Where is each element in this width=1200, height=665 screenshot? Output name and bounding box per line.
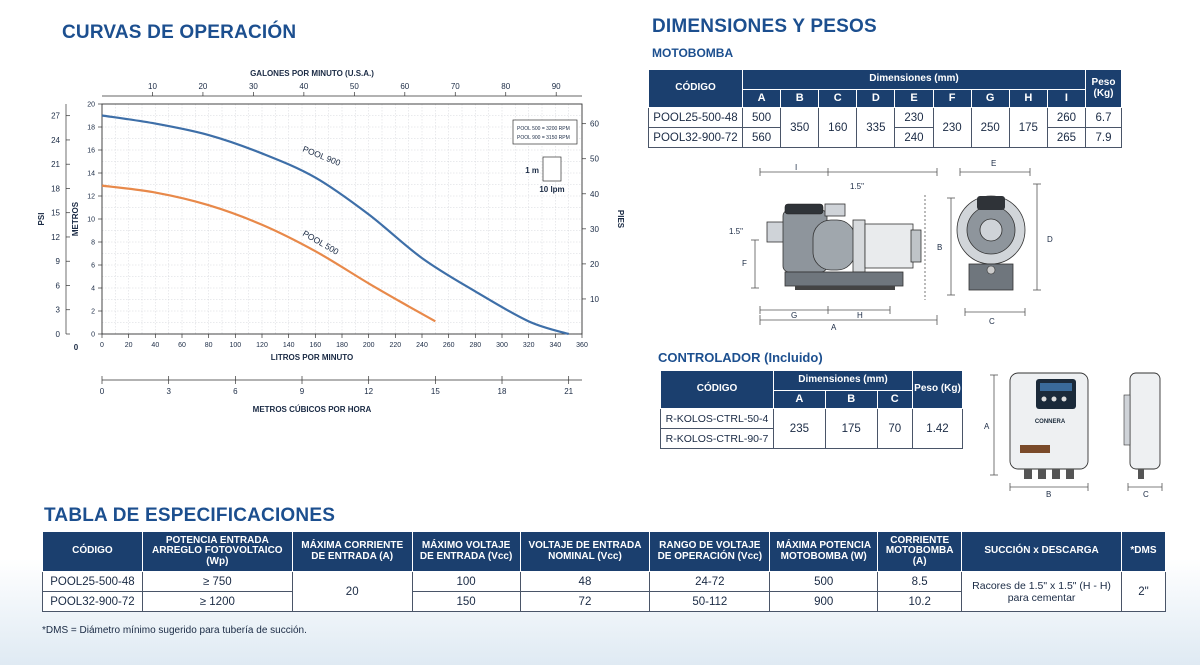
m3h-tick-label: 6 [233, 387, 238, 396]
spec-header-5: RANGO DE VOLTAJE DE OPERACIÓN (Vcc) [650, 532, 770, 572]
motopump-technical-drawing [725, 160, 1125, 335]
top-tick-label: 20 [198, 82, 208, 91]
top-axis-label: GALONES POR MINUTO (U.S.A.) [250, 69, 374, 78]
ctrl-dim-label-c: C [1143, 490, 1149, 499]
spec-header-1: POTENCIA ENTRADA ARREGLO FOTOVOLTAICO (Wp) [142, 532, 292, 572]
m3h-tick-label: 15 [430, 387, 440, 396]
controller-side-view [1124, 373, 1162, 491]
controller-code-cell: R-KOLOS-CTRL-50-4 [661, 409, 774, 429]
motopump-col-i: I [1047, 90, 1085, 108]
x-tick-label: 160 [309, 342, 322, 349]
motopump-col-h: H [1009, 90, 1047, 108]
motopump-code-cell: POOL25-500-48 [649, 108, 743, 128]
controller-cell-a: 235 [774, 409, 826, 449]
motopump-cell-i: 265 [1047, 128, 1085, 148]
psi-tick-label: 15 [51, 208, 60, 218]
outlet-size-label: 1.5" [850, 182, 864, 191]
controller-code-cell: R-KOLOS-CTRL-90-7 [661, 429, 774, 449]
m3h-tick-label: 3 [166, 387, 171, 396]
motopump-subtitle: MOTOBOMBA [652, 46, 734, 60]
controller-code-header: CÓDIGO [661, 371, 774, 409]
m3h-tick-label: 9 [299, 387, 305, 396]
x-tick-label: 220 [389, 342, 402, 349]
motopump-col-c: C [819, 90, 857, 108]
pies-axis-label: PIES [616, 209, 625, 229]
spec-code-cell: POOL25-500-48 [43, 572, 143, 592]
top-tick-label: 40 [299, 82, 309, 91]
psi-tick-label: 6 [55, 281, 60, 291]
pies-tick-label: 10 [590, 294, 599, 304]
psi-tick-label: 12 [51, 232, 60, 242]
specifications-table [42, 531, 1166, 612]
controller-technical-drawing [980, 365, 1180, 500]
motopump-col-d: D [857, 90, 895, 108]
psi-tick-label: 9 [55, 257, 60, 267]
spec-pmax-cell: 900 [770, 592, 878, 612]
spec-vmax-cell: 150 [412, 592, 520, 612]
y-tick-label: 18 [87, 124, 95, 132]
y-tick-label: 4 [91, 285, 95, 293]
psi-tick-label: 21 [51, 160, 60, 170]
spec-header-7: CORRIENTE MOTOBOMBA (A) [878, 532, 962, 572]
controller-weight-header: Peso (Kg) [913, 371, 963, 409]
dim-label-a: A [831, 323, 837, 332]
spec-header-0: CÓDIGO [43, 532, 143, 572]
dim-label-e: E [991, 159, 997, 168]
motopump-dimensions-table [648, 69, 1122, 148]
y-axis-label: METROS [71, 201, 80, 237]
motopump-col-f: F [933, 90, 971, 108]
spec-header-4: VOLTAJE DE ENTRADA NOMINAL (Vcc) [520, 532, 650, 572]
motopump-cell-i: 260 [1047, 108, 1085, 128]
x-tick-label: 240 [416, 342, 428, 349]
ctrl-dim-label-a: A [984, 422, 990, 431]
psi-tick-label: 18 [51, 184, 60, 194]
controller-col-a: A [774, 391, 826, 409]
m3h-axis-label: METROS CÚBICOS POR HORA [252, 405, 372, 414]
spec-power-cell: ≥ 1200 [142, 592, 292, 612]
spec-range-cell: 24-72 [650, 572, 770, 592]
x-tick-label: 80 [204, 342, 213, 349]
y-tick-label: 8 [91, 239, 95, 247]
series-line-pool-900 [102, 116, 569, 335]
m3h-tick-label: 12 [364, 387, 374, 396]
x-tick-label: 100 [229, 342, 242, 349]
motopump-cell-e: 230 [895, 108, 933, 128]
motopump-cell-h: 175 [1009, 108, 1047, 148]
spec-imax-cell: 20 [292, 572, 412, 612]
top-tick-label: 30 [248, 82, 258, 91]
spec-header-2: MÁXIMA CORRIENTE DE ENTRADA (A) [292, 532, 412, 572]
motopump-code-cell: POOL32-900-72 [649, 128, 743, 148]
m3h-tick-label: 21 [564, 387, 574, 396]
pies-tick-label: 50 [590, 154, 599, 164]
spec-header-8: SUCCIÓN x DESCARGA [962, 532, 1122, 572]
x-tick-label: 180 [336, 342, 348, 349]
operation-curves-chart [20, 60, 625, 420]
spec-code-cell: POOL32-900-72 [43, 592, 143, 612]
scale-note-box [543, 157, 561, 181]
motopump-cell-g: 250 [971, 108, 1009, 148]
x-tick-label: 140 [282, 342, 295, 349]
curves-title: CURVAS DE OPERACIÓN [62, 22, 297, 43]
x-tick-label: 200 [362, 342, 375, 349]
spec-current-cell: 8.5 [878, 572, 962, 592]
controller-col-c: C [877, 391, 912, 409]
motopump-cell-a: 560 [743, 128, 781, 148]
controller-cell-b: 175 [825, 409, 877, 449]
spec-vnom-cell: 72 [520, 592, 650, 612]
motopump-cell-f: 230 [933, 108, 971, 148]
top-tick-label: 60 [400, 82, 410, 91]
motopump-code-header: CÓDIGO [649, 70, 743, 108]
motopump-cell-c: 160 [819, 108, 857, 148]
controller-front-view [990, 373, 1088, 491]
y-tick-label: 6 [91, 262, 95, 270]
spec-dms-cell: 2" [1121, 572, 1165, 612]
motopump-cell-d: 335 [857, 108, 895, 148]
x-tick-label: 260 [442, 342, 455, 349]
top-tick-label: 90 [551, 82, 561, 91]
motopump-cell-b: 350 [781, 108, 819, 148]
motopump-weight-cell: 7.9 [1086, 128, 1122, 148]
motopump-weight-header: Peso (Kg) [1086, 70, 1122, 108]
m3h-tick-label: 18 [497, 387, 507, 396]
top-tick-label: 80 [501, 82, 511, 91]
spec-header-6: MÁXIMA POTENCIA MOTOBOMBA (W) [770, 532, 878, 572]
x-axis-label: LITROS POR MINUTO [270, 353, 354, 362]
x-tick-label: 20 [124, 342, 133, 349]
controller-weight-cell: 1.42 [913, 409, 963, 449]
controller-col-b: B [825, 391, 877, 409]
dim-label-c: C [989, 317, 995, 326]
motopump-col-a: A [743, 90, 781, 108]
top-tick-label: 50 [349, 82, 359, 91]
x-tick-label: 0 [100, 342, 104, 349]
ctrl-dim-label-b: B [1046, 490, 1052, 499]
dms-footnote: *DMS = Diámetro mínimo sugerido para tubería de succión. [42, 625, 307, 636]
motopump-col-e: E [895, 90, 933, 108]
controller-cell-c: 70 [877, 409, 912, 449]
scale-note-vertical: 1 m [525, 166, 539, 175]
y-tick-label: 14 [87, 170, 95, 178]
spec-pmax-cell: 500 [770, 572, 878, 592]
psi-tick-label: 24 [51, 135, 60, 145]
x-tick-label: 280 [469, 342, 482, 349]
spec-current-cell: 10.2 [878, 592, 962, 612]
y-tick-label: 2 [91, 308, 95, 316]
m3h-tick-label: 0 [99, 387, 105, 396]
psi-tick-label: 27 [51, 111, 60, 121]
curve-label-pool-900: POOL 900 [301, 143, 342, 168]
psi-tick-label: 0 [55, 330, 60, 339]
spec-vmax-cell: 100 [412, 572, 520, 592]
spec-power-cell: ≥ 750 [142, 572, 292, 592]
rpm-legend-text: POOL 500 = 3200 RPM [517, 126, 570, 132]
y-tick-label: 0 [91, 331, 95, 339]
spec-range-cell: 50-112 [650, 592, 770, 612]
dim-label-b: B [937, 243, 943, 252]
spec-vnom-cell: 48 [520, 572, 650, 592]
spec-header-3: MÁXIMO VOLTAJE DE ENTRADA (Vcc) [412, 532, 520, 572]
dimensions-title: DIMENSIONES Y PESOS [652, 16, 877, 37]
specs-title: TABLA DE ESPECIFICACIONES [44, 505, 336, 526]
pump-body [767, 204, 921, 290]
y-tick-label: 10 [87, 216, 95, 224]
controller-dimensions-table [660, 370, 963, 449]
x-tick-label: 340 [549, 342, 562, 349]
dim-label-g: G [791, 311, 798, 320]
scale-note-horizontal: 10 lpm [539, 185, 565, 194]
pies-tick-label: 60 [590, 119, 599, 129]
pies-tick-label: 40 [590, 189, 599, 199]
motopump-dim-header: Dimensiones (mm) [743, 70, 1086, 90]
inlet-size-label: 1.5" [729, 227, 743, 236]
x-tick-label: 300 [496, 342, 508, 349]
motopump-col-b: B [781, 90, 819, 108]
y-tick-label: 20 [87, 101, 95, 109]
pies-tick-label: 30 [590, 224, 599, 234]
y-tick-label: 12 [87, 193, 95, 201]
controller-subtitle: CONTROLADOR (Incluido) [658, 350, 823, 365]
dim-label-f: F [742, 259, 747, 268]
dim-label-h: H [857, 311, 863, 320]
pump-front-view [947, 168, 1041, 316]
motopump-cell-e: 240 [895, 128, 933, 148]
motopump-col-g: G [971, 90, 1009, 108]
y-tick-label: 16 [87, 147, 95, 155]
dim-label-i: I [795, 163, 798, 172]
x-tick-label: 320 [522, 342, 535, 349]
spec-suction-cell: Racores de 1.5" x 1.5" (H - H) para cementar [962, 572, 1122, 612]
top-tick-label: 70 [450, 82, 460, 91]
x-tick-label: 120 [256, 342, 268, 349]
spec-header-9: *DMS [1121, 532, 1165, 572]
motopump-cell-a: 500 [743, 108, 781, 128]
pies-tick-label: 20 [590, 259, 599, 269]
curve-label-pool-500: POOL 500 [301, 228, 341, 257]
controller-dim-header: Dimensiones (mm) [774, 371, 913, 391]
x-tick-label: 360 [576, 342, 588, 349]
dim-label-d: D [1047, 235, 1053, 244]
psi-zero-label: 0 [73, 343, 79, 352]
motopump-weight-cell: 6.7 [1086, 108, 1122, 128]
x-tick-label: 60 [178, 342, 186, 349]
rpm-legend-text: POOL 900 = 3150 RPM [517, 135, 570, 141]
psi-axis-label: PSI [37, 212, 46, 226]
x-tick-label: 40 [151, 342, 160, 349]
controller-brand-text: CONNERA [1034, 419, 1066, 425]
top-tick-label: 10 [148, 82, 157, 91]
psi-tick-label: 3 [55, 305, 60, 315]
